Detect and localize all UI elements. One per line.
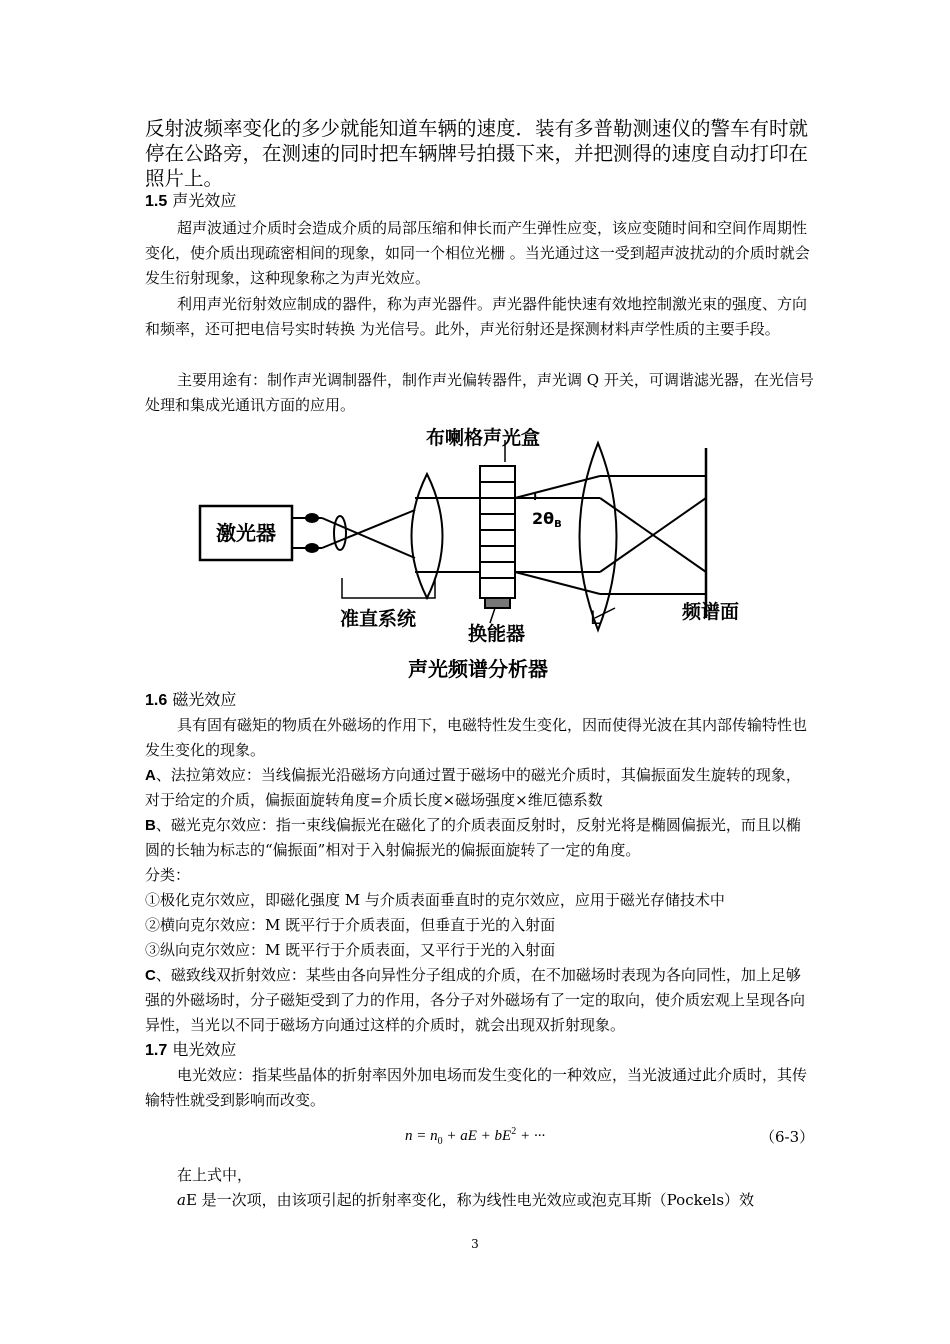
section-title: 声光效应 — [172, 191, 237, 210]
collimator-label: 准直系统 — [340, 608, 417, 630]
section-number: 1.7 — [145, 1042, 168, 1059]
section-heading-1-7 — [145, 1039, 236, 1062]
transducer — [485, 598, 510, 608]
page-number: 3 — [471, 1237, 479, 1251]
intro-paragraph: 反射波频率变化的多少就能知道车辆的速度．装有多普勒测速仪的警车有时就停在公路旁，在测速的同时把车辆牌号拍摄下来，并把测得的速度自动打印在照片上。 — [145, 117, 809, 190]
section-number: 1.5 — [145, 193, 168, 210]
acousto-optic-spectrum-analyzer-figure — [190, 418, 780, 686]
figure-caption: 声光频谱分析器 — [408, 657, 548, 681]
classification-item-1: ①极化克尔效应，即磁化强度 M 与介质表面垂直时的克尔效应，应用于磁光存储技术中 — [145, 891, 725, 909]
faraday-effect-paragraph: A、法拉第效应：当线偏振光沿磁场方向通过置于磁场中的磁光介质时，其偏振面发生旋转的现象，对于给定的介质，偏振面旋转角度=介质长度×磁场强度×维厄德系数 — [145, 766, 801, 809]
classification-item-3: ③纵向克尔效应：M 既平行于介质表面，又平行于光的入射面 — [145, 941, 556, 959]
spectrum-plane-label: 频谱面 — [682, 601, 740, 623]
angle-label: 2θB — [532, 509, 562, 530]
bragg-cell-label: 布喇格声光盒 — [426, 427, 541, 449]
refractive-index-formula: $n = n_0$ + aE + $bE^2$ + ··· — [405, 1126, 546, 1147]
item-label-b: B — [145, 817, 156, 834]
item-label-c: C — [145, 967, 156, 984]
fourier-lens — [580, 443, 617, 630]
linear-term-explanation: aE 是一次项，由该项引起的折射率变化，称为线性电光效应或泡克耳斯（Pockels）效 — [177, 1191, 755, 1209]
collimating-lens — [412, 474, 443, 598]
formula-explanation-intro: 在上式中， — [177, 1166, 253, 1184]
section-title: 电光效应 — [172, 1040, 237, 1059]
magneto-optic-intro: 具有固有磁矩的物质在外磁场的作用下，电磁特性发生变化，因而使得光波在其内部传输特性也发生变化的现象。 — [145, 716, 808, 759]
formula-number: （6-3） — [760, 1128, 815, 1146]
laser-label: 激光器 — [216, 521, 276, 545]
acousto-optic-paragraph-1: 超声波通过介质时会造成介质的局部压缩和伸长而产生弹性应变，该应变随时间和空间作周期性变化，使介质出现疏密相间的现象，如同一个相位光栅 。当光通过这一受到超声波扰动的介质时就会发生衍射现象，这种现象称之为声光效应。 — [145, 219, 810, 287]
birefringence-paragraph: C、磁致线双折射效应：某些由各向异性分子组成的介质，在不加磁场时表现为各向同性，加上足够强的外磁场时，分子磁矩受到了力的作用，各分子对外磁场有了一定的取向，使介质宏观上呈现各向异性，当光以不同于磁场方向通过这样的介质时，就会出现双折射现象。 — [145, 966, 806, 1034]
transducer-label: 换能器 — [468, 623, 526, 645]
classification-item-2: ②横向克尔效应：M 既平行于介质表面，但垂直于光的入射面 — [145, 916, 556, 934]
acousto-optic-paragraph-3: 主要用途有：制作声光调制器件，制作声光偏转器件，声光调 Q 开关，可调谐滤光器，在光信号处理和集成光通讯方面的应用。 — [145, 371, 814, 414]
kerr-effect-paragraph: B、磁光克尔效应：指一束线偏振光在磁化了的介质表面反射时，反射光将是椭圆偏振光，而且以椭圆的长轴为标志的“偏振面”相对于入射偏振光的偏振面旋转了一定的角度。 — [145, 816, 801, 859]
section-title: 磁光效应 — [172, 690, 237, 709]
item-label-a: A — [145, 767, 156, 784]
lens-label: L — [590, 607, 601, 629]
small-lens — [334, 516, 346, 550]
classification-label: 分类： — [145, 866, 191, 884]
acousto-optic-paragraph-2: 利用声光衍射效应制成的器件，称为声光器件。声光器件能快速有效地控制激光束的强度、方向和频率，还可把电信号实时转换 为光信号。此外，声光衍射还是探测材料声学性质的主要手段。 — [145, 295, 808, 338]
section-heading-1-6 — [145, 689, 236, 712]
section-number: 1.6 — [145, 692, 168, 709]
section-heading-1-5 — [145, 190, 236, 213]
electro-optic-paragraph: 电光效应：指某些晶体的折射率因外加电场而发生变化的一种效应，当光波通过此介质时，其传输特性就受到影响而改变。 — [145, 1066, 808, 1109]
